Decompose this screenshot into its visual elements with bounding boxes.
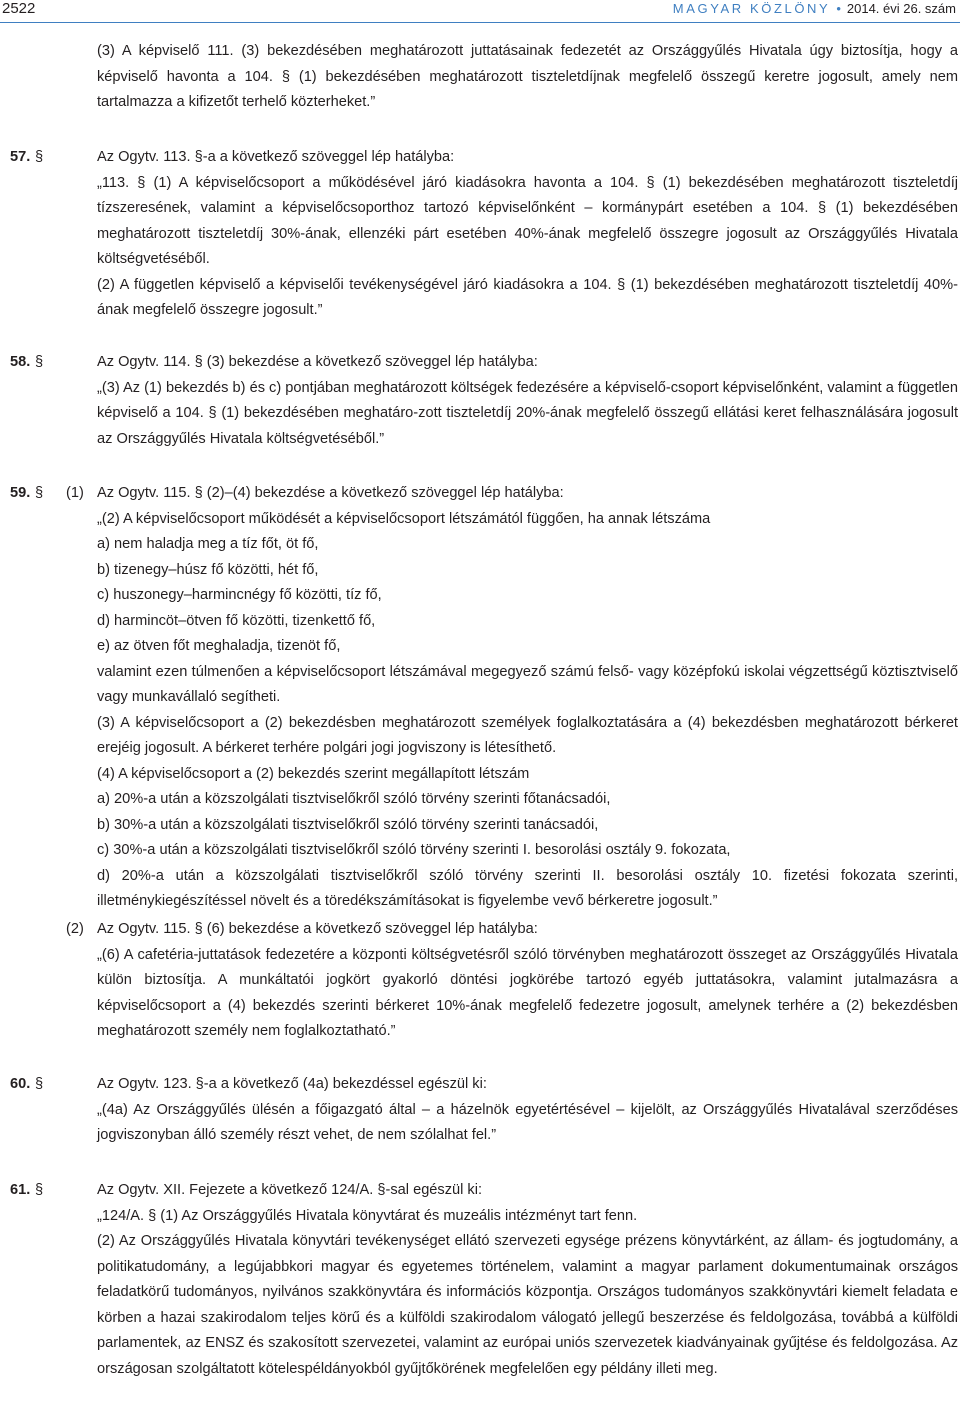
- section-sign: §: [35, 354, 44, 370]
- section-number: 59.: [10, 485, 31, 501]
- section-text: d) 20%-a után a közszolgálati tisztviselőkről szóló törvény szerinti II. besorolási osztály 10. fizetési fokozata szerinti, illetménykiegészítéssel növelt és a töredékszámításokat is figyelembe vevő bérkeretre jogosult.”: [97, 867, 958, 909]
- section-body: [97, 350, 958, 452]
- section-text: Az Ogytv. 115. § (2)–(4) bekezdése a következő szöveggel lép hatályba:: [97, 485, 564, 501]
- section-text: e) az ötven főt meghaladja, tizenöt fő,: [97, 638, 341, 654]
- section-text: Az Ogytv. 115. § (6) bekezdése a következő szöveggel lép hatályba:: [97, 921, 538, 937]
- section-sign: §: [35, 485, 44, 501]
- section-text: (3) A képviselőcsoport a (2) bekezdésben meghatározott személyek foglalkoztatására a (4) bekezdésben meghatározott bérkeret erejéig jogosult. A bérkeret terhére polgári jogi jogviszony is létesíthető.: [97, 714, 958, 756]
- section-text: Az Ogytv. 114. § (3) bekezdése a következő szöveggel lép hatályba:: [97, 354, 538, 370]
- section-text: valamint ezen túlmenően a képviselőcsoport létszámával megegyező számú felső- vagy középfokú iskolai végzettségű köztisztviselő vagy munkavállaló segítheti.: [97, 663, 958, 705]
- section-text: „(2) A képviselőcsoport működését a képviselőcsoport létszámától függően, ha annak létszáma: [97, 510, 711, 527]
- section-body: [97, 1072, 958, 1149]
- section-text: „(6) A cafetéria-juttatások fedezetére a központi költségvetésről szóló törvényben meghatározott összeget az Országgyűlés Hivatala külön biztosítja. A munkáltatói jogkört gyakorló döntési jogkörébe tartozó egyéb juttatásokra, valamint jutalmazásra a képviselőcsoport a (4) bekezdés szerinti bérkeret 10%-ának megfelelő fedezetre jogosult, amelynek terhére a (2) bekezdésben meghatározott személy nem foglalkoztatható.”: [97, 946, 958, 1039]
- intro-paragraph: [97, 39, 958, 116]
- section-text: b) 30%-a után a közszolgálati tisztviselőkről szóló törvény szerinti tanácsadói,: [97, 816, 599, 833]
- section-number: 60.: [10, 1076, 31, 1092]
- running-header: [673, 1, 956, 16]
- journal-title: MAGYAR KÖZLÖNY: [672, 1, 831, 16]
- subsection-label: (2): [66, 921, 84, 937]
- section-text: b) tizenegy–húsz fő közötti, hét fő,: [97, 561, 319, 578]
- subsection-body: [97, 917, 958, 1045]
- page-number: 2522: [2, 0, 36, 17]
- section-text: (2) A független képviselő a képviselői tevékenységével járó kiadásokra a 104. § (1) bekezdésében meghatározott tiszteletdíj 40%-ának megfelelő összegre jogosult.”: [97, 276, 958, 318]
- intro-text: (3) A képviselő 111. (3) bekezdésében meghatározott juttatásainak fedezetét az Országgyűlés Hivatala úgy biztosítja, hogy a képviselő havonta a 104. § (1) bekezdésében meghatározott tiszteletdíjnak megfelelő összegű keretre jogosult, amely nem tartalmazza a kifizetőt terhelő közterheket.”: [97, 43, 958, 110]
- section-text: „(4a) Az Országgyűlés ülésén a főigazgató által – a házelnök egyetértésével – kijelölt, az Országgyűlés Hivatalával szerződéses jogviszonyban álló személy részt vehet, de nem szólalhat fel.”: [97, 1101, 958, 1143]
- section-text: Az Ogytv. 113. §-a a következő szöveggel lép hatályba:: [97, 149, 455, 165]
- section-sign: §: [35, 149, 44, 165]
- section-text: Az Ogytv. XII. Fejezete a következő 124/A. §-sal egészül ki:: [97, 1182, 483, 1198]
- section-text: c) 30%-a után a közszolgálati tisztviselőkről szóló törvény szerinti I. besorolási osztály 9. fokozata,: [97, 842, 731, 858]
- section-text: c) huszonegy–harmincnégy fő közötti, tíz fő,: [97, 587, 382, 603]
- section-text: d) harmincöt–ötven fő közötti, tizenkettő fő,: [97, 612, 376, 629]
- section-body: [97, 1178, 958, 1382]
- section-text: „(3) Az (1) bekezdés b) és c) pontjában meghatározott költségek fedezésére a képviselő-csoport képviselőnként, valamint a független képviselő a 104. § (1) bekezdésében meghatáro-zott tiszteletdíj 20%-ának megfelelő összegű ellátási keret felhasználására jogosult az Országgyűlés Hivatala költségvetéséből.”: [97, 379, 958, 447]
- header-rule: [0, 22, 960, 23]
- subsection-body: [97, 481, 958, 915]
- section-text: (4) A képviselőcsoport a (2) bekezdés szerint megállapított létszám: [97, 765, 530, 782]
- issue-date: 2014. évi 26. szám: [846, 1, 956, 16]
- section-number: 58.: [10, 354, 31, 370]
- section-text: Az Ogytv. 123. §-a a következő (4a) bekezdéssel egészül ki:: [97, 1076, 487, 1092]
- subsection-label: (1): [66, 485, 84, 501]
- section-text: (2) Az Országgyűlés Hivatala könyvtári tevékenységet ellátó szervezeti egysége prézens könyvtárként, az állam- és jogtudomány, a politikatudomány, a legújabbkori magyar és egyetemes történelem, valamint a magyar parlament dokumentumainak országos feladatkörű tudományos, nyilvános szakkönyvtára és információs központja. Országos tudományos szakkönyvtári kiemelt feladata e körben a hazai szakirodalom teljes körű és a külföldi szakirodalom válogató jellegű beszerzése és feldolgozása, továbbá a külföldi parlamentek, az ENSZ és szakosított szervezetei, valamint az európai uniós szervezetek kiadványainak gyűjtése és feldolgozása. Az országosan szolgáltatott kötelespéldányokból gyűjtőkörének megfelelően egy példány illeti meg.: [97, 1233, 958, 1377]
- section-text: „113. § (1) A képviselőcsoport a működésével járó kiadásokra havonta a 104. § (1) bekezdésében meghatározott tiszteletdíj tízszeresének, valamint a képviselőcsoporthoz tartozó képviselőnként – kormánypárt esetében a 104. § (1) bekezdésében meghatározott tiszteletdíj 30%-ának, ellenzéki párt esetében 40%-ának megfelelő összegre jogosult az Országgyűlés Hivatala költségvetéséből.: [97, 174, 958, 267]
- section-text: „124/A. § (1) Az Országgyűlés Hivatala könyvtárat és muzeális intézményt tart fenn.: [97, 1207, 638, 1224]
- section-text: a) 20%-a után a közszolgálati tisztviselőkről szóló törvény szerinti főtanácsadói,: [97, 791, 611, 807]
- section-sign: §: [35, 1076, 44, 1092]
- section-body: [97, 145, 958, 324]
- bullet-separator: •: [836, 1, 841, 16]
- section-text: a) nem haladja meg a tíz főt, öt fő,: [97, 536, 319, 552]
- section-number: 61.: [10, 1182, 31, 1198]
- section-number: 57.: [10, 149, 31, 165]
- section-sign: §: [35, 1182, 44, 1198]
